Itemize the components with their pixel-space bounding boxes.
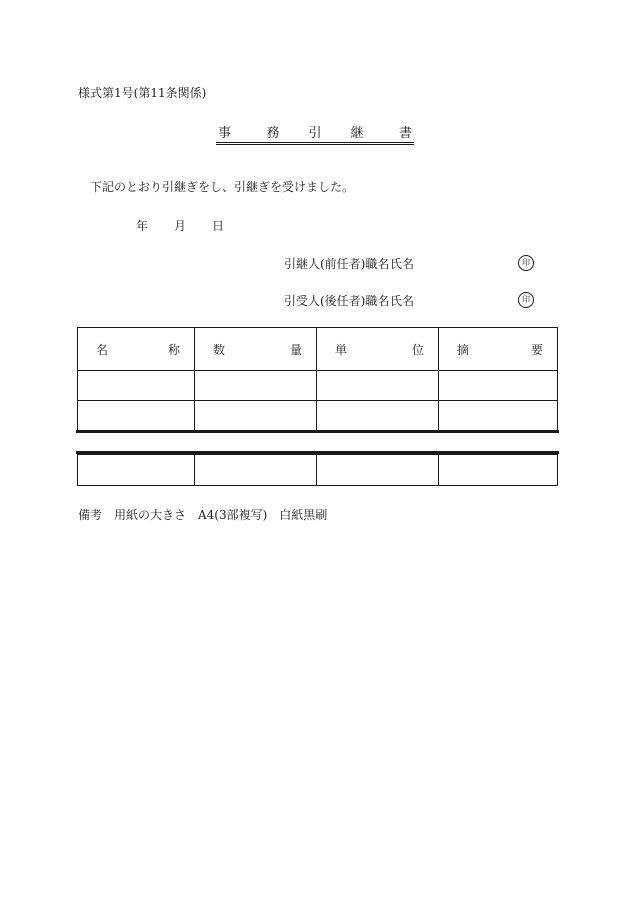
title-char: 事 — [218, 126, 232, 141]
predecessor-row — [284, 255, 414, 272]
date-month-label: 月 — [174, 219, 187, 233]
title-char: 引 — [308, 126, 322, 141]
table-row — [78, 401, 558, 431]
remarks-note: 備考 用紙の大きさ A4(3部複写) 白紙黒刷 — [78, 508, 328, 522]
cell-remarks[interactable] — [439, 371, 558, 401]
cell-remarks[interactable] — [439, 455, 558, 486]
header-remarks: 摘 要 — [439, 328, 558, 371]
predecessor-seal-mark: 印 — [518, 255, 534, 271]
cell-quantity[interactable] — [195, 371, 317, 401]
predecessor-name-label: 氏名 — [390, 257, 415, 271]
cell-unit[interactable] — [317, 371, 439, 401]
cell-remarks[interactable] — [439, 401, 558, 431]
successor-title-label: 引受人(後任者)職名 — [284, 294, 390, 308]
cell-quantity[interactable] — [195, 455, 317, 486]
cell-name[interactable] — [78, 455, 195, 486]
title-char: 継 — [350, 126, 364, 141]
successor-seal-mark: 印 — [518, 292, 534, 308]
predecessor-title-label: 引継人(前任者)職名 — [284, 257, 390, 271]
cell-unit[interactable] — [317, 455, 439, 486]
successor-name-label: 氏名 — [390, 294, 415, 308]
form-number: 様式第1号(第11条関係) — [78, 86, 207, 100]
successor-row — [284, 292, 414, 309]
cell-name[interactable] — [78, 371, 195, 401]
title-char: 書 — [398, 126, 412, 141]
table-row — [78, 455, 558, 486]
table-break-line-top — [76, 430, 559, 433]
table-row — [78, 371, 558, 401]
date-year-label: 年 — [136, 219, 149, 233]
title-char: 務 — [266, 126, 280, 141]
date-day-label: 日 — [212, 219, 225, 233]
header-unit: 単 位 — [317, 328, 439, 371]
cell-unit[interactable] — [317, 401, 439, 431]
header-name: 名 称 — [78, 328, 195, 371]
header-quantity: 数 量 — [195, 328, 317, 371]
document-title — [0, 122, 630, 145]
items-table-continued — [77, 454, 558, 486]
statement-text: 下記のとおり引継ぎをし、引継ぎを受けました。 — [90, 180, 355, 194]
date-line — [136, 217, 224, 234]
table-header-row — [78, 328, 558, 371]
items-table — [77, 327, 558, 431]
cell-name[interactable] — [78, 401, 195, 431]
cell-quantity[interactable] — [195, 401, 317, 431]
